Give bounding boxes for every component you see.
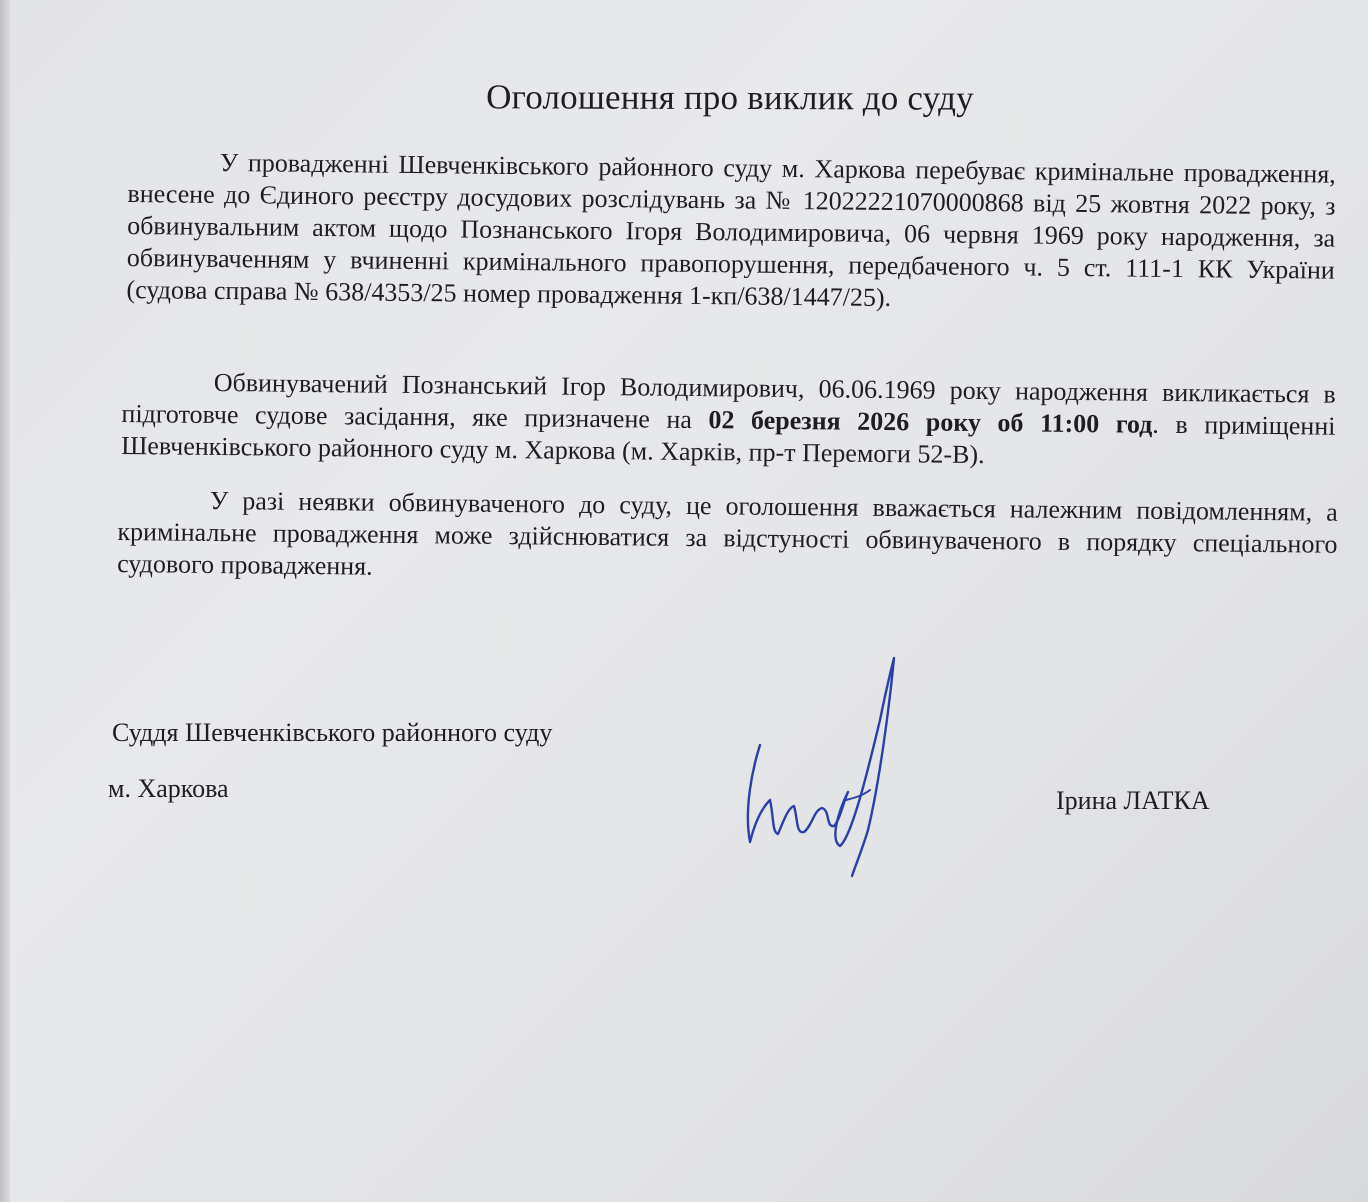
summons-text-start: Обвинувачений Познанський Ігор Володимирович, 06.06.1969 року народження викликається в підготовче судове засідання, яке призначене на [121,367,1336,435]
page-shadow-edge [0,0,10,1202]
document-title: Оголошення про виклик до суду [486,77,974,118]
signature-stroke [748,658,894,876]
hearing-date-time: 02 березня 2026 року об 11:00 год [708,405,1153,439]
judge-position-line-1: Суддя Шевченківського районного суду [112,718,553,747]
paragraph-case-info: У провадженні Шевченківського районного суду м. Харкова перебуває кримінальне провадження, внесене до Єдиного реєстру досудових розслідувань за № 12022221070000868 від 25 жовтня 2022 року, з обвинувальним актом щодо Познанського Ігоря Володимировича, 06 червня 1969 року народження, за обвинуваченням у вчиненні кримінального правопорушення, передбаченого ч. 5 ст. 111-1 КК України (судова справа № 638/4353/25 номер провадження 1-кп/638/1447/25). [126,147,1336,312]
paragraph-summons [121,366,1336,475]
judge-position-line-2: м. Харкова [108,774,229,803]
judge-name: Ірина ЛАТКА [1056,786,1210,815]
handwritten-signature [730,650,930,890]
summons-text-end: . в приміщенні Шевченківського районного суду м. Харкова (м. Харків, пр-т Перемоги 52-В). [121,409,1336,470]
signature-stroke-detail [846,790,870,800]
paragraph-absence-notice: У разі неявки обвинуваченого до суду, це оголошення вважається належним повідомленням, а кримінальне провадження може здійснюватися за відстуності обвинуваченого в порядку спеціального судового провадження. [117,485,1338,581]
